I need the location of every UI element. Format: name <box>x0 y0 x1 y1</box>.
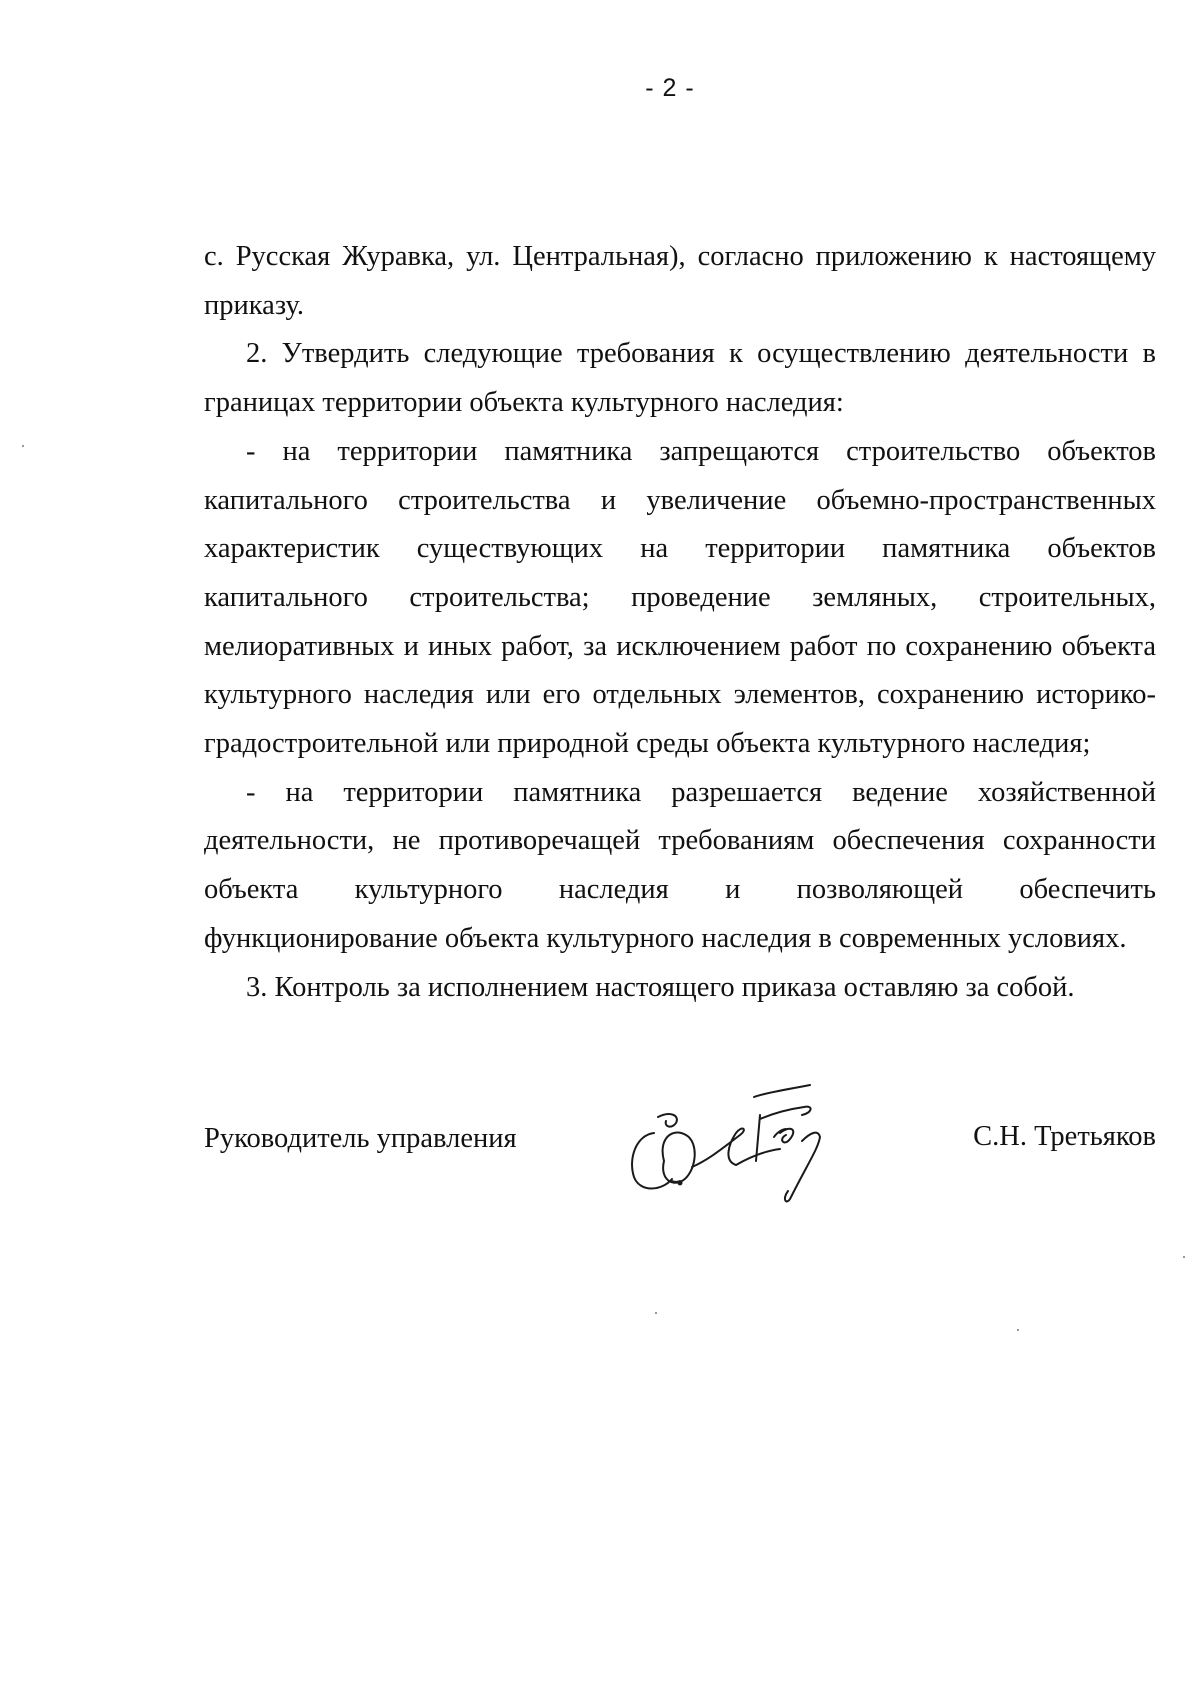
text-line: объекта культурного наследия и позволяющей обеспечить <box>204 874 1156 906</box>
scan-speck <box>655 1312 657 1314</box>
signature-block <box>204 1107 1156 1227</box>
text-line: капитального строительства и увеличение объемно-пространственных <box>204 484 1156 516</box>
text-line: границах территории объекта культурного наследия: <box>204 387 844 419</box>
text-line: характеристик существующих на территории памятника объектов <box>204 533 1156 565</box>
text-line: деятельности, не противоречащей требованиям обеспечения сохранности <box>204 825 1156 857</box>
text-line: - на территории памятника разрешается ведение хозяйственной <box>246 776 1156 808</box>
signatory-title: Руководитель управления <box>204 1123 517 1154</box>
text-line: градостроительной или природной среды объекта культурного наследия; <box>204 728 1091 760</box>
text-line: приказу. <box>204 289 305 321</box>
text-line: - на территории памятника запрещаются строительство объектов <box>246 435 1156 467</box>
scan-speck <box>22 445 24 447</box>
signatory-name: С.Н. Третьяков <box>973 1121 1156 1152</box>
text-line: мелиоративных и иных работ, за исключением работ по сохранению объекта <box>204 630 1156 662</box>
text-line: капитального строительства; проведение земляных, строительных, <box>204 581 1156 613</box>
text-line: 2. Утвердить следующие требования к осуществлению деятельности в <box>246 338 1156 370</box>
page-number: - 2 - <box>645 74 695 102</box>
scan-speck <box>1017 1329 1019 1331</box>
handwritten-signature <box>614 1077 834 1207</box>
text-line: культурного наследия или его отдельных элементов, сохранению историко- <box>204 679 1156 711</box>
text-line: функционирование объекта культурного наследия в современных условиях. <box>204 922 1127 954</box>
document-body <box>204 233 1156 1012</box>
text-line: 3. Контроль за исполнением настоящего приказа оставляю за собой. <box>246 971 1075 1003</box>
text-line: с. Русская Журавка, ул. Центральная), согласно приложению к настоящему <box>204 241 1156 272</box>
scan-speck <box>1183 1256 1185 1258</box>
